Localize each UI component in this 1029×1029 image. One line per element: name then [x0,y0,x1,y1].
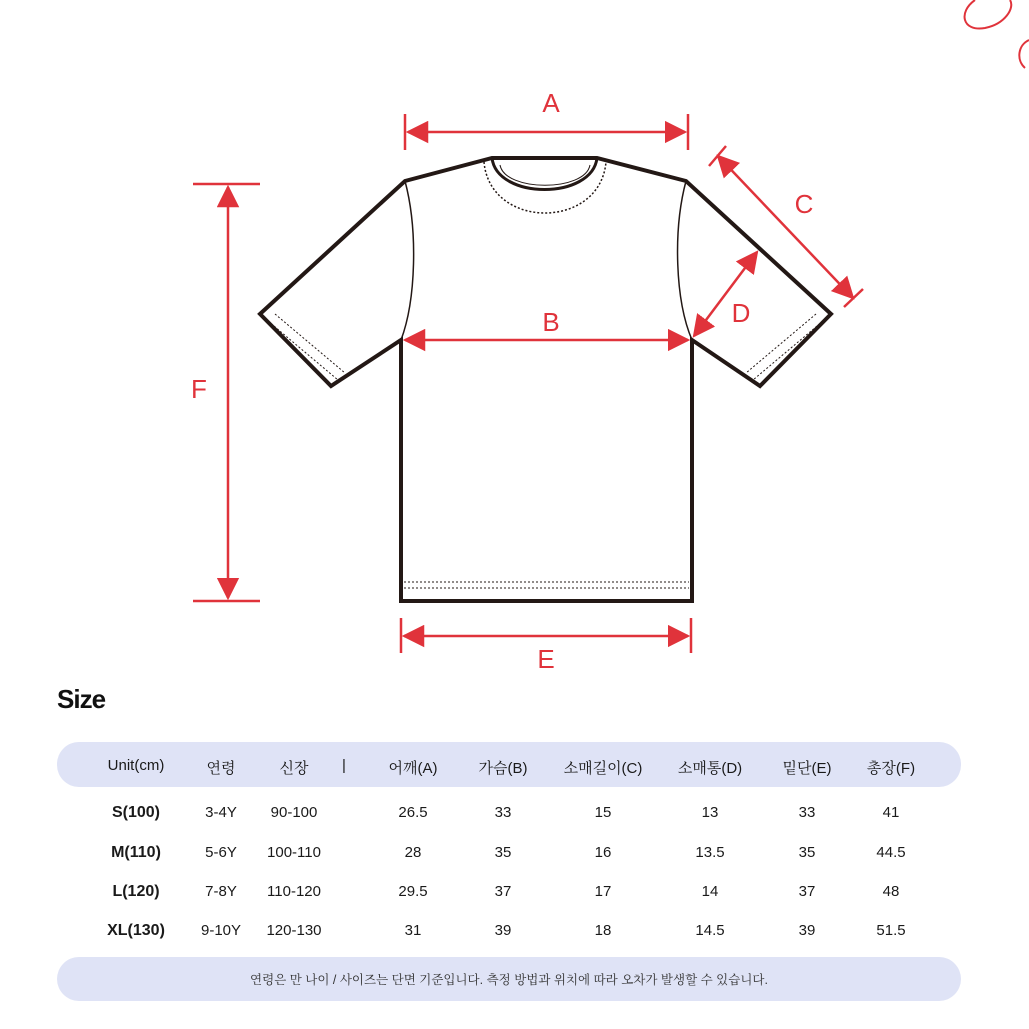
size-title: Size [57,684,106,714]
size-cell: 7-8Y [205,883,237,900]
size-cell: 3-4Y [205,804,237,821]
label-f: F [191,374,207,404]
size-cell: 13.5 [695,844,725,861]
size-cell: 5-6Y [205,844,237,861]
size-cell: 13 [701,804,719,821]
size-cell: 100-110 [267,844,321,861]
column-header: 총장(F) [866,760,916,777]
column-header: Unit(cm) [107,757,165,774]
column-header: | [342,757,346,774]
size-cell: 29.5 [398,883,428,900]
size-cell: 37 [798,883,816,900]
label-d: D [731,298,751,328]
size-cell: 33 [798,804,816,821]
size-cell: 39 [798,922,816,939]
size-cell: 33 [494,804,512,821]
column-header: 소매길이(C) [563,760,643,777]
size-cell: 14 [701,883,719,900]
column-header: 연령 [206,760,236,777]
size-cell: 51.5 [876,922,906,939]
size-row-label: S(100) [111,804,161,821]
column-header: 소매통(D) [677,760,743,777]
size-cell: 110-120 [267,883,321,900]
size-cell: 18 [594,922,612,939]
size-cell: 17 [594,883,612,900]
label-e: E [537,644,555,674]
size-cell: 14.5 [695,922,725,939]
size-cell: 15 [594,804,612,821]
size-note: 연령은 만 나이 / 사이즈는 단면 기준입니다. 측정 방법과 위치에 따라 오차가 발생할 수 있습니다. [250,973,768,987]
size-cell: 90-100 [270,804,318,821]
size-cell: 16 [594,844,612,861]
tshirt-outline [260,158,831,601]
size-cell: 48 [882,883,900,900]
column-header: 밑단(E) [782,760,832,777]
label-c: C [794,189,814,219]
size-cell: 26.5 [398,804,428,821]
size-cell: 35 [798,844,816,861]
size-cell: 41 [882,804,900,821]
size-cell: 28 [404,844,422,861]
size-cell: 35 [494,844,512,861]
column-header: 어깨(A) [388,760,438,777]
size-cell: 37 [494,883,512,900]
size-cell: 120-130 [266,922,322,939]
size-cell: 9-10Y [200,922,242,939]
size-cell: 39 [494,922,512,939]
size-cell: 31 [404,922,422,939]
size-row-label: XL(130) [107,922,165,939]
size-row-label: L(120) [112,883,160,900]
column-header: 신장 [279,760,309,777]
column-header: 가슴(B) [478,760,528,777]
size-cell: 44.5 [876,844,906,861]
label-b: B [542,307,560,337]
label-a: A [542,88,560,118]
size-row-label: M(110) [111,844,161,861]
ribbon-decoration-icon [965,0,1029,68]
